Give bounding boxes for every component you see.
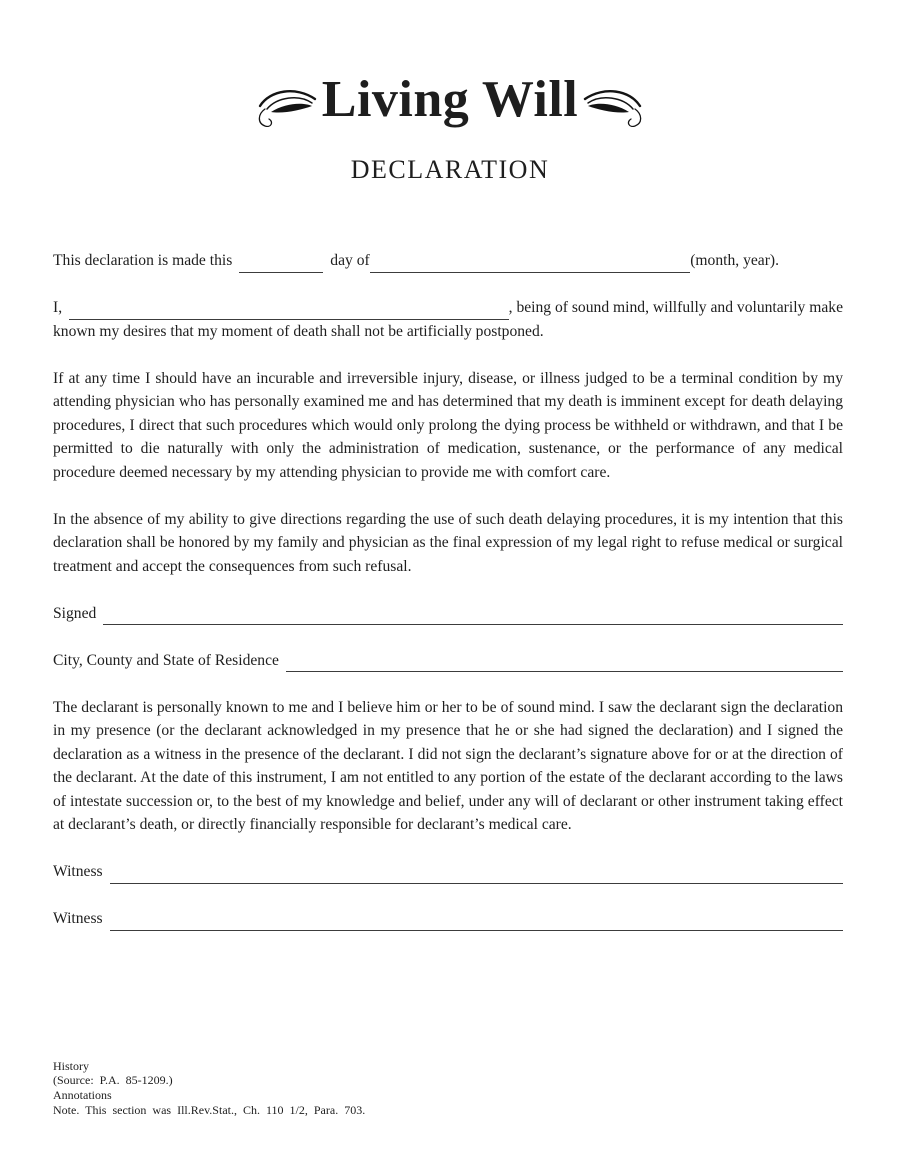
date-line: [53, 249, 779, 273]
footer-history-heading: History: [53, 1058, 89, 1073]
witness-line-1: [53, 860, 843, 884]
declarant-after-blank: , being of sound mind, willfully and voluntarily make: [508, 299, 843, 316]
declarant-continuation: known my desires that my moment of death shall not be artificially postponed.: [53, 322, 544, 340]
right-flourish-icon: [582, 83, 644, 129]
date-line-tail: (month, year).: [690, 252, 779, 269]
witness-1-label: Witness: [53, 863, 103, 880]
declarant-prefix: I,: [53, 299, 63, 316]
date-line-lead: This declaration is made this: [53, 252, 233, 269]
witness-2-label: Witness: [53, 910, 103, 927]
date-line-mid: day of: [330, 252, 370, 269]
document-body: [53, 249, 843, 931]
residence-line: [53, 649, 843, 673]
signed-blank[interactable]: [103, 606, 843, 625]
declarant-paragraph: [53, 296, 843, 343]
residence-label: City, County and State of Residence: [53, 651, 279, 669]
residence-blank[interactable]: [286, 653, 843, 672]
witness-2-blank[interactable]: [110, 912, 843, 931]
page-title: Living Will: [321, 71, 579, 128]
month-year-blank[interactable]: [370, 254, 691, 273]
footer-note-line: Note. This section was Ill.Rev.Stat., Ch. 110 1/2, Para. 703.: [53, 1102, 366, 1117]
declarant-name-line: [53, 296, 843, 320]
document-title-row: [0, 68, 900, 132]
witness-1-blank[interactable]: [110, 865, 843, 884]
footer-source-line: (Source: P.A. 85-1209.): [53, 1073, 173, 1088]
day-blank[interactable]: [239, 254, 323, 273]
intention-paragraph: In the absence of my ability to give directions regarding the use of such death delaying procedures, it is my intention that this declaration shall be honored by my family and physician as the final expression of my legal right to refuse medical or surgical treatment and accept the consequences from such refusal.: [53, 510, 843, 575]
terminal-condition-paragraph: If at any time I should have an incurable and irreversible injury, disease, or illness judged to be a terminal condition by my attending physician who has personally examined me and has determined that my death is imminent except for death delaying procedures, I direct that such procedures which would only prolong the dying process be withheld or withdrawn, and that I be permitted to die naturally with only the administration of medication, sustenance, or the performance of any medical procedure deemed necessary by my attending physician to provide me with comfort care.: [53, 369, 843, 481]
footer-annotations-heading: Annotations: [53, 1088, 112, 1103]
signed-label: Signed: [53, 604, 97, 622]
witness-line-2: [53, 907, 843, 931]
signed-line: [53, 602, 843, 626]
declarant-name-blank[interactable]: [69, 301, 509, 320]
document-subtitle: DECLARATION: [350, 155, 550, 184]
statutory-footer: [53, 1059, 900, 1118]
left-flourish-icon: [256, 83, 318, 129]
witness-statement-paragraph: The declarant is personally known to me and I believe him or her to be of sound mind. I saw the declarant sign the declaration in my presence (or the declarant acknowledged in my presence that he or she had signed the declaration) and I signed the declaration as a witness in the presence of the declarant. I did not sign the declarant’s signature above for or at the direction of the declarant. At the date of this instrument, I am not entitled to any portion of the estate of the declarant according to the laws of intestate succession or, to the best of my knowledge and belief, under any will of declarant or other instrument taking effect at declarant’s death, or directly financially responsible for declarant’s medical care.: [53, 698, 843, 833]
